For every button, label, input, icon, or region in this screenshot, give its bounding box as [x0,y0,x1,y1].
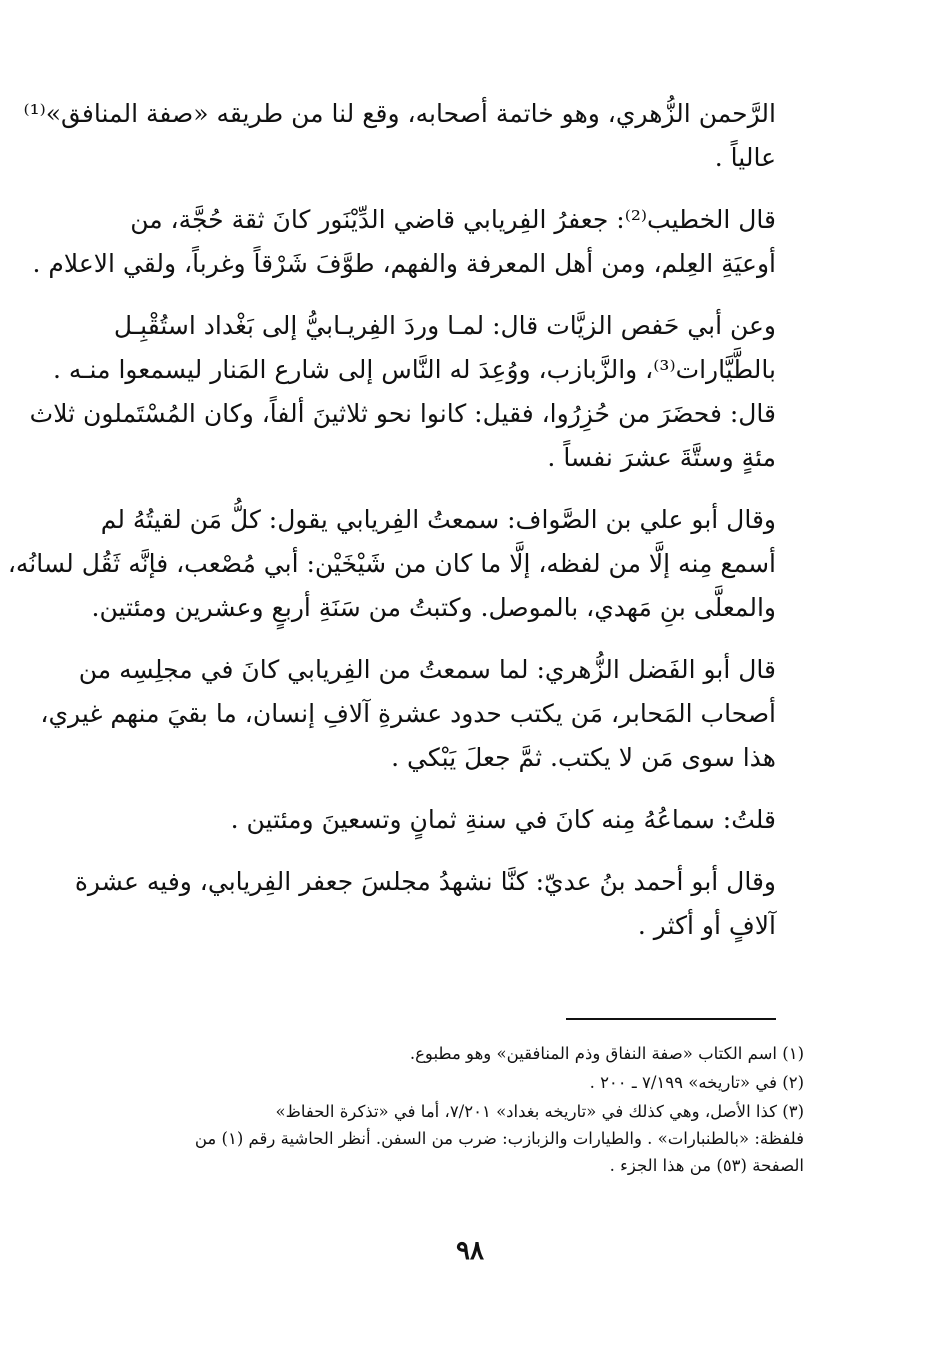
footnote-line: (٣) كذا الأصل، وهي كذلك في «تاريخه بغداد» ٧/٢٠١، أما في «تذكرة الحفاظ» [275,1102,804,1121]
paragraph [29,304,776,480]
paragraph [74,860,776,948]
text-line: وقال أبو علي بن الصَّواف: سمعتُ الفِريابي يقول: كلُّ مَن لقيتُهُ لم [100,505,776,534]
footnote-separator [566,1018,776,1020]
text-line: والمعلَّى بنِ مَهدي، بالموصل. وكتبتُ من سَنَةِ أربعٍ وعشرين ومئتين. [91,593,776,622]
text-line: بالطَّيَّارات⁽³⁾، والزَّبازب، ووُعِدَ له النَّاس إلى شارع المَنار ليسمعوا منـه . [52,355,776,384]
footnote [112,1098,804,1179]
text-line: وعن أبي حَفص الزيَّات قال: لمـا وردَ الفِريـابيُّ إلى بَغْداد استُقْبِـل [113,311,776,340]
text-line: أسمع مِنه إلَّا من لفظه، إلَّا ما كان من شَيْخَيْن: أبي مُصْعب، فإنَّه ثَقُل لسانُه، [7,549,776,578]
text-line: أوعيَةِ العِلم، ومن أهل المعرفة والفهم، طوَّفَ شَرْقاً وغرباً، ولقي الاعلام . [32,249,776,278]
footnote [112,1040,804,1067]
paragraph [7,498,776,630]
text-line: قال الخطيب⁽²⁾: جعفرُ الفِريابي قاضي الدِّيْنَور كانَ ثقة حُجَّة، من [130,205,776,234]
footnote [112,1069,804,1096]
text-line: وقال أبو أحمد بنُ عديّ: كنَّا نشهدُ مجلسَ جعفر الفِريابي، وفيه عشرة [74,867,776,896]
footnote-line: فلفظة: «بالطنبارات» . والطيارات والزبازب: ضرب من السفن. أنظر الحاشية رقم (١) من [194,1129,804,1148]
paragraph [32,198,776,286]
text-line: آلافٍ أو أكثر . [637,911,776,940]
text-line: هذا سوى مَن لا يكتب. ثمَّ جعلَ يَبْكي . [391,743,776,772]
footnote-line: الصفحة (٥٣) من هذا الجزء . [609,1156,804,1175]
text-line: الرَّحمن الزُّهري، وهو خاتمة أصحابه، وقع لنا من طريقه «صفة المنافق»⁽¹⁾ [23,99,776,128]
main-text [7,92,776,966]
paragraph [23,92,776,180]
text-line: مئةٍ وستَّةَ عشرَ نفساً . [547,443,776,472]
text-line: قلتُ: سماعُهُ مِنه كانَ في سنةِ ثمانٍ وتسعينَ ومئتين . [230,805,776,834]
text-line: قال أبو الفَضل الزُّهري: لما سمعتُ من الفِريابي كانَ في مجلِسِه من [78,655,776,684]
footnotes [112,1040,804,1181]
footnote-line: (١) اسم الكتاب «صفة النفاق وذم المنافقين» وهو مطبوع. [409,1044,804,1063]
text-line: قال: فحضَرَ من حُزِرُوا، فقيل: كانوا نحو ثلاثينَ ألفاً، وكان المُسْتَملون ثلاث [29,399,776,428]
paragraph [112,798,776,842]
text-line: أصحاب المَحابر، مَن يكتب حدود عشرةِ آلافِ إنسان، ما بقيَ منهم غيري، [40,699,776,728]
page-number: ٩٨ [456,1236,484,1266]
text-line: عالياً . [714,143,776,172]
footnote-line: (٢) في «تاريخه» ٧/١٩٩ ـ ٢٠٠ . [589,1073,804,1092]
paragraph [40,648,776,780]
